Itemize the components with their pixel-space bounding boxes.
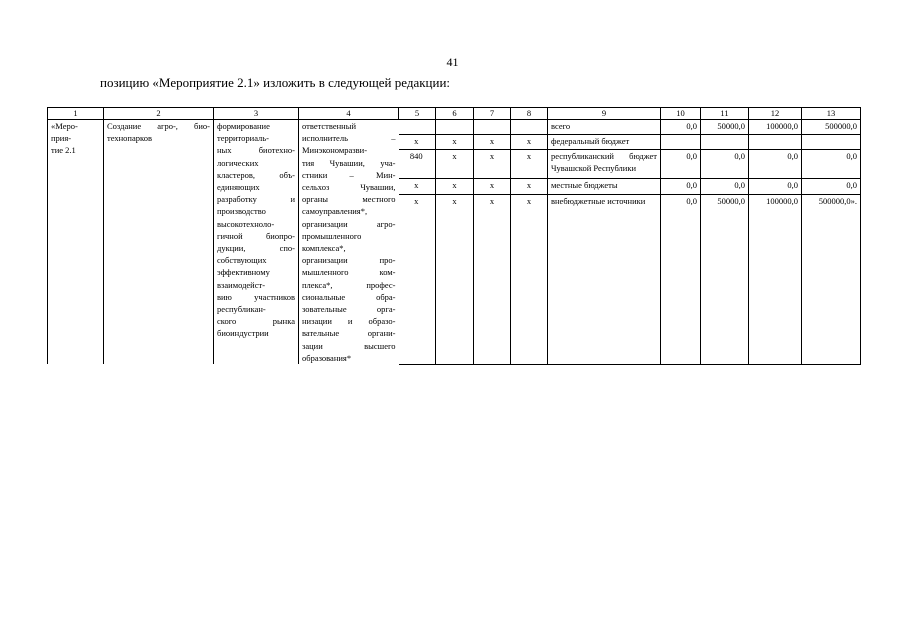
code-cell: x [474,179,511,194]
code-cell: x [436,135,474,150]
column-header: 7 [474,108,511,120]
code-cell: x [436,194,474,364]
goal-line: производство [217,206,266,217]
executor-line: Минэкономразви- [302,145,368,156]
amount-cell: 0,0 [701,179,749,194]
amount-cell: 0,0 [802,179,861,194]
executor-line: сельхоз Чувашии, [302,182,396,193]
code-cell: x [511,150,548,179]
amount-cell [749,135,802,150]
table-header-row [48,108,861,120]
code-cell: x [511,135,548,150]
goal-line: взаимодейст- [217,279,266,290]
executor-line: вательные органи- [302,328,396,339]
executor-line: органы местного [302,194,396,205]
amount-cell: 0,0 [802,150,861,179]
goal-line: единяющих [217,182,260,193]
code-cell: x [436,179,474,194]
column-header: 12 [749,108,802,120]
amount-cell [661,135,701,150]
amount-cell [701,135,749,150]
amount-cell: 50000,0 [701,120,749,135]
column-header: 10 [661,108,701,120]
goal-line: разработку и [217,194,295,205]
code-cell: x [399,194,436,364]
amount-cell: 0,0 [749,179,802,194]
column-header: 6 [436,108,474,120]
goal-line: биоиндустрии [217,328,269,339]
executor-line: организации агро- [302,218,396,229]
goal-line: эффективному [217,267,270,278]
executor-line: низации и образо- [302,316,396,327]
executor-line: комплекса*, [302,243,346,254]
amount-cell: 0,0 [701,150,749,179]
amount-cell: 0,0 [749,150,802,179]
code-cell [399,120,436,135]
code-cell: x [436,150,474,179]
executor-line: ответственный [302,121,356,131]
executor-line: зовательные орга- [302,304,396,315]
goal-line: кластеров, объ- [217,169,295,180]
amount-cell: 50000,0 [701,194,749,364]
funding-source-cell: республиканский бюджет Чувашской Республики [548,150,661,179]
measure-id-line: прия- [51,133,72,144]
goal-line: дукции, спо- [217,243,295,254]
executor-line: тия Чувашии, уча- [302,157,396,168]
column-header: 1 [48,108,104,120]
executor-line: промышленного [302,230,362,241]
goal-line: территориаль- [217,133,269,144]
code-cell: x [474,135,511,150]
code-cell: x [399,179,436,194]
funding-source-cell: федеральный бюджет [548,135,661,150]
goal-line: гичной биопро- [217,230,295,241]
executor-line: мышленного ком- [302,267,396,278]
amount-cell [802,135,861,150]
executor-line: образования* [302,352,352,363]
executor-cell [299,120,399,365]
funding-source-cell: всего [548,120,661,135]
goal-line: собствующих [217,255,267,266]
measure-goal-cell [214,120,299,365]
executor-line: самоуправления*, [302,206,368,217]
executor-line: стники – Мин- [302,169,396,180]
code-cell: x [511,179,548,194]
column-header: 5 [399,108,436,120]
amount-cell: 0,0 [661,150,701,179]
goal-line: ского рынка [217,316,295,327]
code-cell: 840 [399,150,436,179]
table-row [48,120,861,135]
goal-line: вию участников [217,291,295,302]
executor-line: сиональные обра- [302,291,396,302]
measure-id-line: «Меро- [51,121,78,131]
amount-cell: 100000,0 [749,194,802,364]
measure-name-cell: Создание агро-, био- технопарков [104,120,214,365]
amount-cell: 500000,0». [802,194,861,364]
amount-cell: 0,0 [661,194,701,364]
goal-line: формирование [217,121,270,131]
goal-line: республикан- [217,304,266,315]
executor-line: зации высшего [302,340,396,351]
budget-table [47,107,861,365]
funding-source-cell: внебюджетные источники [548,194,661,364]
column-header: 8 [511,108,548,120]
executor-line: плекса*, профес- [302,279,396,290]
funding-source-cell: местные бюджеты [548,179,661,194]
code-cell: x [511,194,548,364]
amount-cell: 0,0 [661,120,701,135]
column-header: 9 [548,108,661,120]
code-cell [436,120,474,135]
code-cell: x [474,150,511,179]
measure-id-cell [48,120,104,365]
column-header: 11 [701,108,749,120]
code-cell [474,120,511,135]
amount-cell: 0,0 [661,179,701,194]
column-header: 3 [214,108,299,120]
column-header: 2 [104,108,214,120]
goal-line: логических [217,157,259,168]
goal-line: высокотехноло- [217,218,275,229]
amount-cell: 500000,0 [802,120,861,135]
column-header: 4 [299,108,399,120]
executor-line: исполнитель – [302,133,396,144]
goal-line: ных биотехно- [217,145,295,156]
intro-text: позицию «Мероприятие 2.1» изложить в следующей редакции: [100,75,451,90]
code-cell: x [474,194,511,364]
measure-id-line: тие 2.1 [51,145,76,156]
code-cell [511,120,548,135]
page-number: 41 [446,55,459,69]
executor-line: организации про- [302,255,396,266]
amount-cell: 100000,0 [749,120,802,135]
code-cell: x [399,135,436,150]
column-header: 13 [802,108,861,120]
